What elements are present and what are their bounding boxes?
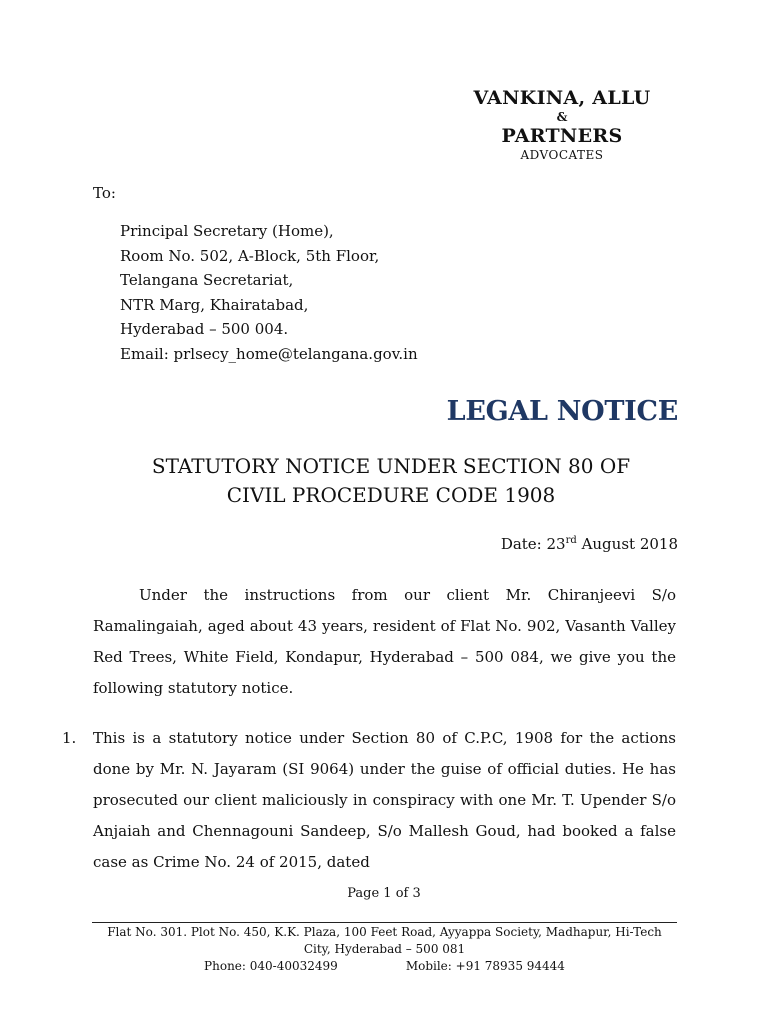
to-label: To:	[93, 184, 116, 202]
notice-date	[501, 535, 678, 553]
letterhead	[462, 86, 662, 162]
footer-divider	[92, 922, 677, 923]
address-email-line: Email: prlsecy_home@telangana.gov.in	[120, 344, 418, 363]
notice-title: LEGAL NOTICE	[446, 396, 678, 427]
intro-paragraph	[93, 580, 676, 704]
firm-name-line2: PARTNERS	[501, 125, 623, 147]
firm-subtitle: ADVOCATES	[520, 148, 604, 162]
footer	[92, 924, 677, 975]
address-line: Hyderabad – 500 004.	[120, 320, 289, 338]
footer-phone: Phone: 040-40032499	[204, 959, 338, 973]
page-number: Page 1 of 3	[347, 886, 421, 901]
date-month-year: August 2018	[576, 535, 678, 553]
statutory-heading-line1: STATUTORY NOTICE UNDER SECTION 80 OF	[151, 454, 631, 478]
point-number: 1.	[62, 729, 77, 747]
footer-address: Flat No. 301. Plot No. 450, K.K. Plaza, 100 Feet Road, Ayyappa Society, Madhapur, Hi-Tech City, Hyderabad – 500 081	[107, 925, 662, 956]
address-line: Principal Secretary (Home),	[120, 222, 334, 240]
recipient-address	[120, 219, 418, 366]
point-text: This is a statutory notice under Section 80 of C.P.C, 1908 for the actions done by Mr. N. Jayaram (SI 9064) under the guise of official duties. He has prosecuted our client maliciously in conspiracy with one Mr. T. Upender S/o Anjaiah and Chennagouni Sandeep, S/o Mallesh Goud, had booked a false case as Crime No. 24 of 2015, dated	[93, 729, 676, 871]
date-prefix: Date: 23	[500, 535, 566, 553]
intro-text: Under the instructions from our client Mr. Chiranjeevi S/o Ramalingaiah, aged about 43 years, resident of Flat No. 902, Vasanth Valley Red Trees, White Field, Kondapur, Hyderabad – 500 084, we give you the following statutory notice.	[93, 586, 676, 697]
statutory-heading-line2: CIVIL PROCEDURE CODE 1908	[226, 483, 556, 507]
numbered-point	[62, 723, 676, 878]
address-line: Room No. 502, A-Block, 5th Floor,	[120, 246, 380, 265]
footer-mobile: Mobile: +91 78935 94444	[405, 959, 565, 973]
address-line: Telangana Secretariat,	[120, 271, 294, 289]
firm-name-line1: VANKINA, ALLU	[473, 87, 651, 109]
firm-name-ampersand: &	[556, 110, 568, 124]
date-ordinal-suffix: rd	[565, 535, 577, 546]
statutory-heading	[93, 452, 689, 510]
footer-contacts	[92, 958, 677, 975]
address-line: NTR Marg, Khairatabad,	[120, 295, 309, 314]
